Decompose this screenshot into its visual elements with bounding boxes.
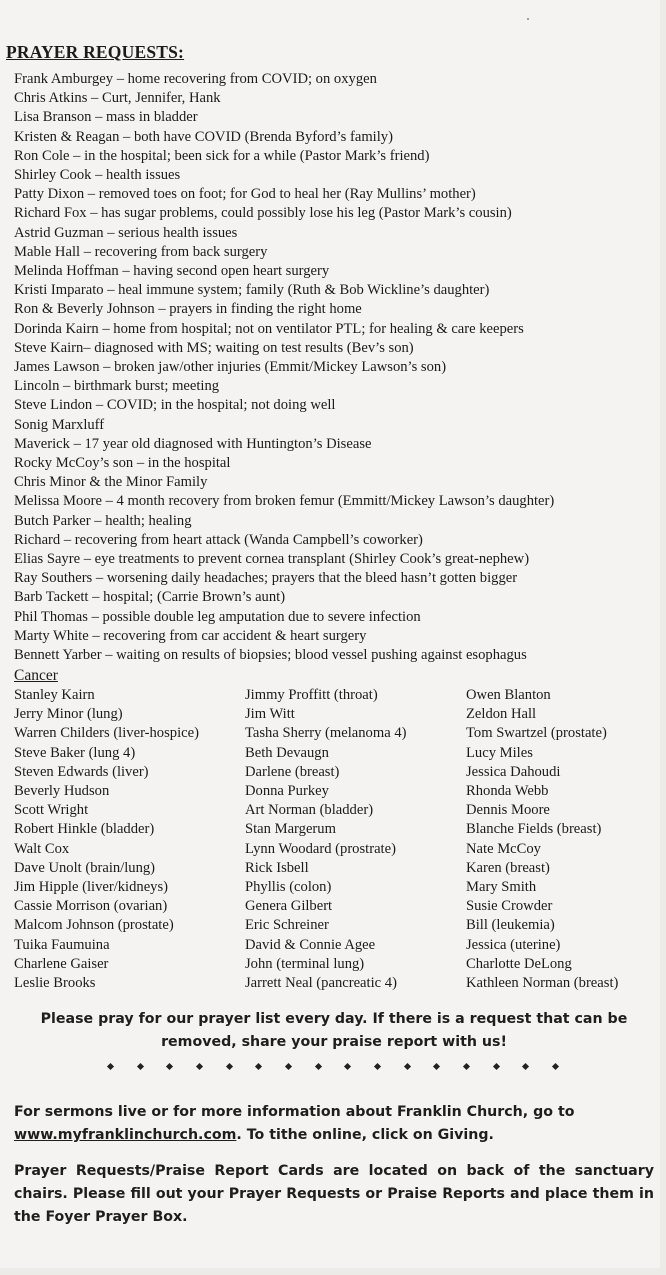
prayer-request-item: Phil Thomas – possible double leg amputation due to severe infection	[14, 608, 421, 625]
cancer-list-item: Scott Wright	[14, 802, 89, 819]
cancer-list-item: Eric Schreiner	[245, 917, 329, 934]
cancer-list-item: Jessica Dahoudi	[466, 763, 561, 780]
cancer-column-1	[14, 686, 199, 993]
cancer-list-item: Tom Swartzel (prostate)	[466, 725, 607, 742]
prayer-request-item: Patty Dixon – removed toes on foot; for God to heal her (Ray Mullins’ mother)	[14, 186, 476, 203]
cancer-list-item: John (terminal lung)	[245, 955, 365, 972]
prayer-request-item: Shirley Cook – health issues	[14, 167, 181, 184]
tithe-text: . To tithe online, click on Giving.	[236, 1127, 494, 1143]
cancer-list-item: Dennis Moore	[466, 802, 550, 819]
cancer-list-item: Dave Unolt (brain/lung)	[14, 859, 156, 876]
prayer-request-item: Sonig Marxluff	[14, 416, 105, 433]
cancer-list-item: Leslie Brooks	[14, 975, 96, 992]
cancer-list-item: Stan Margerum	[245, 821, 336, 838]
prayer-request-list	[14, 70, 654, 665]
cancer-list-item: Rick Isbell	[245, 859, 309, 876]
cancer-list-item: Owen Blanton	[466, 687, 551, 703]
prayer-request-item: Bennett Yarber – waiting on results of biopsies; blood vessel pushing against esophagus	[14, 647, 527, 664]
cards-info: Prayer Requests/Praise Report Cards are located on back of the sanctuary chairs. Please fill out your Prayer Requests or Praise Reports and place them in the Foyer Prayer Box.	[14, 1163, 654, 1225]
cancer-list-item: Mary Smith	[466, 879, 537, 896]
cancer-list-item: Zeldon Hall	[466, 706, 537, 723]
cancer-list-item: Genera Gilbert	[245, 898, 333, 915]
cancer-list-item: Darlene (breast)	[245, 763, 340, 780]
cancer-list-item: Walt Cox	[14, 840, 70, 857]
diamond-icon	[463, 1063, 470, 1070]
prayer-request-item: Butch Parker – health; healing	[14, 512, 192, 529]
cancer-list-item: Kathleen Norman (breast)	[466, 975, 619, 992]
cancer-column-3	[466, 686, 618, 993]
diamond-icon	[374, 1063, 381, 1070]
cancer-column-2	[245, 686, 406, 993]
cancer-list-item: Jarrett Neal (pancreatic 4)	[245, 975, 397, 992]
prayer-request-item: Ron & Beverly Johnson – prayers in finding the right home	[14, 301, 362, 318]
prayer-request-item: Astrid Guzman – serious health issues	[14, 224, 238, 241]
cancer-list-item: Phyllis (colon)	[245, 879, 332, 896]
cancer-list-item: Donna Purkey	[245, 783, 329, 800]
cancer-list-item: Tasha Sherry (melanoma 4)	[245, 725, 407, 742]
prayer-request-item: Ron Cole – in the hospital; been sick for a while (Pastor Mark’s friend)	[14, 147, 430, 164]
cancer-list-item: Rhonda Webb	[466, 783, 549, 800]
prayer-request-item: Steve Lindon – COVID; in the hospital; not doing well	[14, 397, 336, 414]
prayer-request-item: Maverick – 17 year old diagnosed with Huntington’s Disease	[14, 435, 372, 452]
diamond-icon	[255, 1063, 262, 1070]
cancer-list-item: Malcom Johnson (prostate)	[14, 917, 174, 934]
prayer-request-item: Frank Amburgey – home recovering from COVID; on oxygen	[14, 71, 377, 87]
prayer-request-item: Mable Hall – recovering from back surgery	[14, 243, 268, 260]
cancer-list-item: Tuika Faumuina	[14, 936, 110, 953]
prayer-request-item: Melinda Hoffman – having second open heart surgery	[14, 263, 330, 280]
diamond-icon	[107, 1063, 114, 1070]
speck	[527, 18, 529, 20]
prayer-request-item: Lincoln – birthmark burst; meeting	[14, 378, 220, 395]
cancer-list-item: Beverly Hudson	[14, 783, 110, 800]
sermons-info	[14, 1101, 654, 1147]
cancer-list-item: Lucy Miles	[466, 744, 533, 761]
prayer-request-item: Barb Tackett – hospital; (Carrie Brown’s aunt)	[14, 589, 286, 606]
cancer-list-item: Bill (leukemia)	[466, 917, 555, 934]
cancer-list-item: Susie Crowder	[466, 898, 553, 915]
cancer-list-item: Charlene Gaiser	[14, 955, 109, 972]
cancer-list-item: Charlotte DeLong	[466, 955, 572, 972]
diamond-icon	[137, 1063, 144, 1070]
cancer-list-item: Steven Edwards (liver)	[14, 763, 149, 780]
cancer-list-item: Jim Witt	[245, 706, 295, 723]
cancer-list-item: Beth Devaugn	[245, 744, 329, 761]
cancer-list-item: Steve Baker (lung 4)	[14, 744, 136, 761]
prayer-request-item: Rocky McCoy’s son – in the hospital	[14, 455, 231, 472]
prayer-request-item: Kristi Imparato – heal immune system; family (Ruth & Bob Wickline’s daughter)	[14, 282, 490, 299]
cancer-list-item: Art Norman (bladder)	[245, 802, 374, 819]
cancer-list-item: Robert Hinkle (bladder)	[14, 821, 155, 838]
prayer-request-item: Marty White – recovering from car accident & heart surgery	[14, 627, 367, 644]
diamond-icon	[285, 1063, 292, 1070]
cancer-list-item: Jim Hipple (liver/kidneys)	[14, 879, 169, 896]
diamond-icon	[522, 1063, 529, 1070]
cancer-list-item: Blanche Fields (breast)	[466, 821, 602, 838]
diamond-icon	[166, 1063, 173, 1070]
pray-message: Please pray for our prayer list every day. If there is a request that can be removed, share your praise report with us!	[40, 1011, 628, 1050]
prayer-request-item: Lisa Branson – mass in bladder	[14, 109, 198, 126]
cancer-list-item: Cassie Morrison (ovarian)	[14, 898, 168, 915]
cancer-heading: Cancer	[14, 667, 58, 684]
prayer-request-item: Richard – recovering from heart attack (Wanda Campbell’s coworker)	[14, 531, 423, 548]
prayer-request-item: Steve Kairn– diagnosed with MS; waiting on test results (Bev’s son)	[14, 339, 414, 356]
diamond-icon	[226, 1063, 233, 1070]
diamond-divider	[108, 1064, 558, 1069]
cancer-list-item: Jessica (uterine)	[466, 936, 561, 953]
prayer-request-item: Melissa Moore – 4 month recovery from broken femur (Emmitt/Mickey Lawson’s daughter)	[14, 493, 555, 510]
prayer-request-item: Chris Minor & the Minor Family	[14, 474, 208, 491]
prayer-request-item: Richard Fox – has sugar problems, could possibly lose his leg (Pastor Mark’s cousin)	[14, 205, 512, 222]
diamond-icon	[552, 1063, 559, 1070]
cancer-list-item: David & Connie Agee	[245, 936, 376, 953]
cancer-list-item: Karen (breast)	[466, 859, 550, 876]
cancer-list-item: Stanley Kairn	[14, 687, 95, 703]
cancer-list-item: Jimmy Proffitt (throat)	[245, 687, 378, 703]
diamond-icon	[492, 1063, 499, 1070]
prayer-request-item: James Lawson – broken jaw/other injuries (Emmit/Mickey Lawson’s son)	[14, 359, 447, 376]
website-link[interactable]: www.myfranklinchurch.com	[14, 1127, 237, 1143]
diamond-icon	[196, 1063, 203, 1070]
cancer-list-item: Warren Childers (liver-hospice)	[14, 725, 199, 742]
cancer-list-item: Lynn Woodard (prostrate)	[245, 840, 396, 857]
diamond-icon	[315, 1063, 322, 1070]
page-title: PRAYER REQUESTS:	[6, 42, 185, 62]
diamond-icon	[344, 1063, 351, 1070]
prayer-request-item: Dorinda Kairn – home from hospital; not on ventilator PTL; for healing & care keepers	[14, 320, 524, 337]
diamond-icon	[404, 1063, 411, 1070]
prayer-request-item: Kristen & Reagan – both have COVID (Brenda Byford’s family)	[14, 128, 393, 145]
diamond-icon	[433, 1063, 440, 1070]
cancer-list-item: Nate McCoy	[466, 840, 541, 857]
sermons-text: For sermons live or for more information about Franklin Church, go to	[14, 1104, 575, 1120]
prayer-request-item: Ray Southers – worsening daily headaches; prayers that the bleed hasn’t gotten bigger	[14, 570, 518, 587]
cancer-list-item: Jerry Minor (lung)	[14, 706, 123, 723]
prayer-request-item: Chris Atkins – Curt, Jennifer, Hank	[14, 90, 221, 107]
prayer-request-item: Elias Sayre – eye treatments to prevent cornea transplant (Shirley Cook’s great-nephew)	[14, 551, 530, 568]
